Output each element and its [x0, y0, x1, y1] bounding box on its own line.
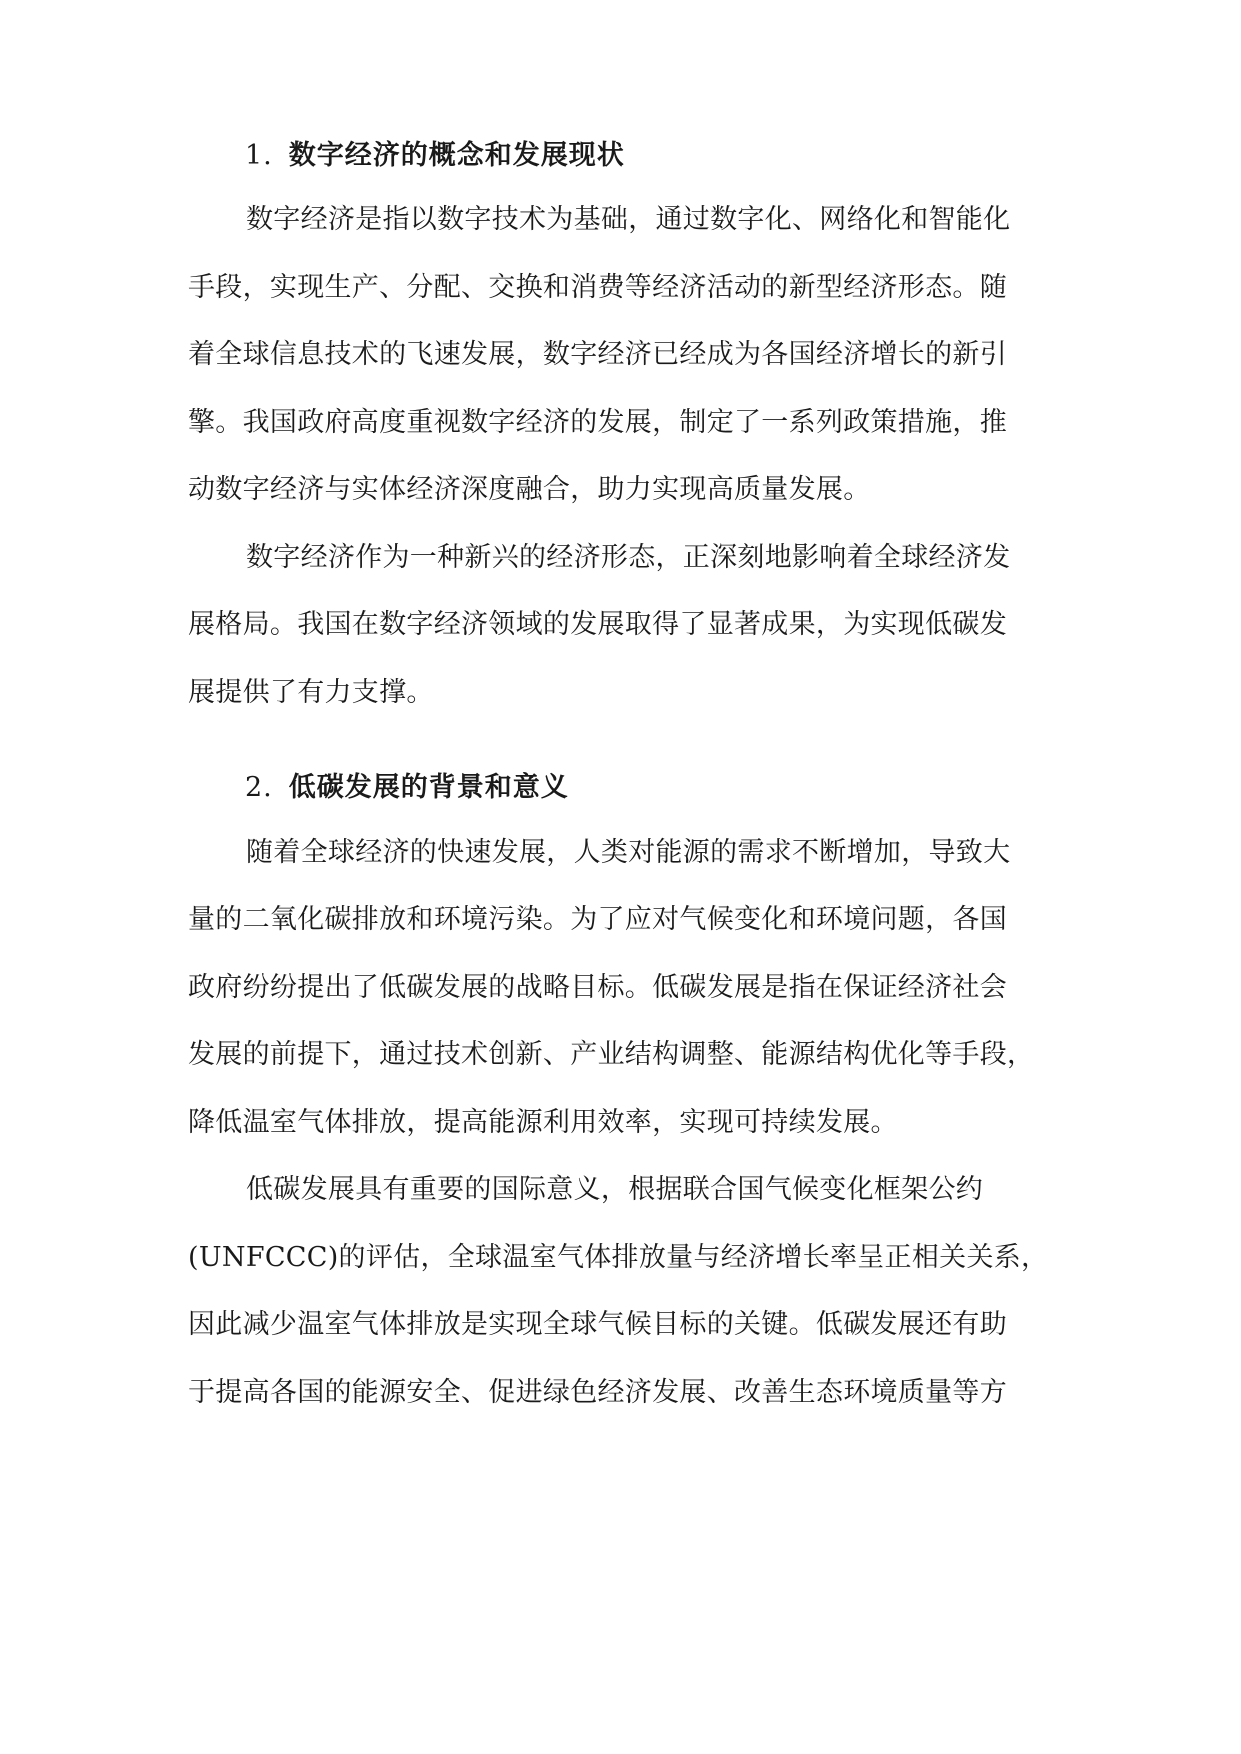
paragraph-line: 展格局。我国在数字经济领域的发展取得了显著成果，为实现低碳发 [188, 609, 1007, 640]
section-number: 2. [245, 772, 273, 803]
section-heading [245, 136, 625, 176]
paragraph-line: 着全球信息技术的飞速发展，数字经济已经成为各国经济增长的新引 [188, 339, 1007, 370]
paragraph-line: 动数字经济与实体经济深度融合，助力实现高质量发展。 [188, 474, 871, 505]
paragraph-line: 量的二氧化碳排放和环境污染。为了应对气候变化和环境问题，各国 [188, 904, 1007, 935]
paragraph-line: 低碳发展具有重要的国际意义，根据联合国气候变化框架公约 [246, 1174, 984, 1205]
paragraph-line: 随着全球经济的快速发展，人类对能源的需求不断增加，导致大 [246, 837, 1011, 868]
paragraph-line: 展提供了有力支撑。 [188, 677, 434, 708]
section-number: 1. [245, 140, 273, 171]
section-heading [245, 768, 569, 808]
paragraph-line: 数字经济是指以数字技术为基础，通过数字化、网络化和智能化 [246, 204, 1011, 235]
paragraph-line: 于提高各国的能源安全、促进绿色经济发展、改善生态环境质量等方 [188, 1377, 1007, 1408]
paragraph-line: 政府纷纷提出了低碳发展的战略目标。低碳发展是指在保证经济社会 [188, 972, 1007, 1003]
paragraph-line: 擎。我国政府高度重视数字经济的发展，制定了一系列政策措施，推 [188, 407, 1007, 438]
paragraph-line: 手段，实现生产、分配、交换和消费等经济活动的新型经济形态。随 [188, 272, 1007, 303]
paragraph-line: 发展的前提下，通过技术创新、产业结构调整、能源结构优化等手段， [188, 1039, 1035, 1070]
paragraph-line: 数字经济作为一种新兴的经济形态，正深刻地影响着全球经济发 [246, 542, 1011, 573]
paragraph-line: (UNFCCC)的评估，全球温室气体排放量与经济增长率呈正相关关系， [188, 1242, 1049, 1273]
paragraph-line: 因此减少温室气体排放是实现全球气候目标的关键。低碳发展还有助 [188, 1309, 1007, 1340]
section-title: 数字经济的概念和发展现状 [288, 140, 625, 171]
paragraph-line: 降低温室气体排放，提高能源利用效率，实现可持续发展。 [188, 1107, 898, 1138]
section-title: 低碳发展的背景和意义 [288, 772, 569, 803]
